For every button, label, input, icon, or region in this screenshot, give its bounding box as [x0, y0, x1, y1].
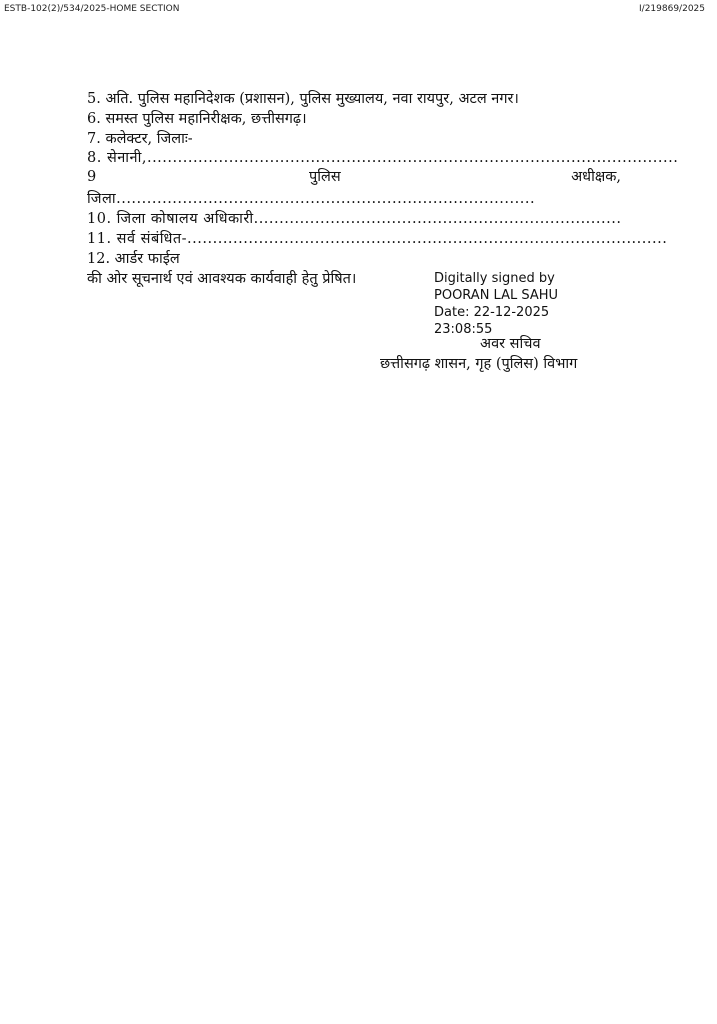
- line-9-superintendent: अधीक्षक,: [571, 169, 621, 185]
- recipient-line-10: 10. जिला कोषालय अधिकारी........................................................................: [87, 211, 622, 227]
- signer-designation: अवर सचिव: [480, 336, 541, 352]
- signer-department: छत्तीसगढ़ शासन, गृह (पुलिस) विभाग: [380, 356, 578, 372]
- digital-signature-block: [434, 270, 558, 338]
- signature-label: Digitally signed by: [434, 271, 555, 286]
- signer-name: POORAN LAL SAHU: [434, 288, 559, 303]
- recipient-line-12: 12. आर्डर फाईल: [87, 251, 180, 267]
- recipient-line-6: 6. समस्त पुलिस महानिरीक्षक, छत्तीसगढ़।: [87, 111, 307, 127]
- recipient-line-11: 11. सर्व संबंधित-..............................................................................................: [87, 231, 668, 247]
- recipient-line-8: 8. सेनानी,........................................................................................................: [87, 150, 679, 166]
- recipient-line-5: 5. अति. पुलिस महानिदेशक (प्रशासन), पुलिस मुख्यालय, नवा रायपुर, अटल नगर।: [87, 91, 519, 107]
- line-9-number: 9: [87, 169, 97, 185]
- signature-time: 23:08:55: [434, 322, 493, 337]
- forwarding-note: की ओर सूचनार्थ एवं आवश्यक कार्यवाही हेतु प्रेषित।: [87, 271, 357, 287]
- file-number-header: ESTB-102(2)/534/2025-HOME SECTION: [4, 4, 180, 14]
- recipient-line-9-district: जिला..................................................................................: [87, 191, 536, 207]
- document-id-header: I/219869/2025: [639, 4, 705, 14]
- line-9-police: पुलिस: [309, 169, 341, 185]
- signature-date: Date: 22-12-2025: [434, 305, 550, 320]
- recipient-line-7: 7. कलेक्टर, जिलाः-: [87, 131, 193, 147]
